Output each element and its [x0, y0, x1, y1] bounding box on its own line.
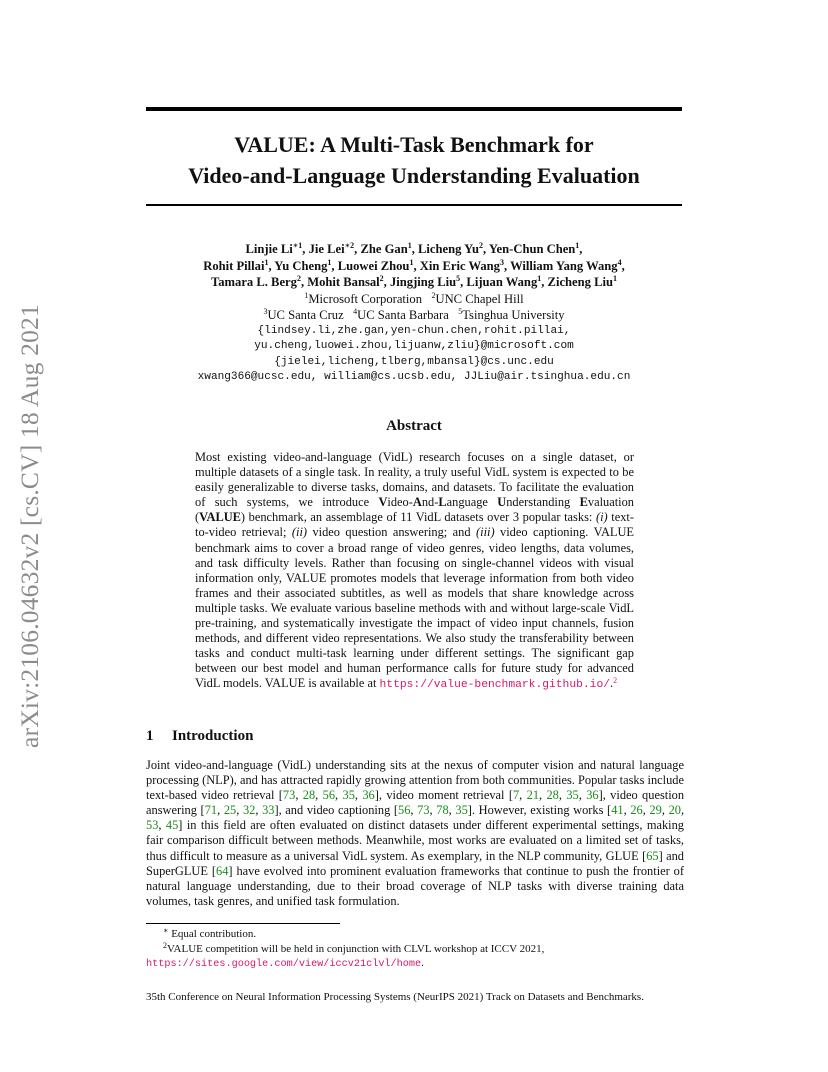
intro-text: ], video moment retrieval [ — [374, 788, 513, 803]
intro-text: , — [539, 788, 547, 803]
task-numeral: (i) — [595, 510, 608, 525]
citation-link[interactable]: 73 — [282, 788, 296, 803]
author-name: Yen-Chun Chen — [488, 242, 576, 256]
affiliation-mark: 1 — [612, 274, 617, 283]
separator: , — [503, 258, 511, 273]
email-line: {lindsey.li,zhe.gan,yen-chun.chen,rohit.pillai, — [257, 324, 571, 337]
citation-link[interactable]: 28 — [302, 788, 316, 803]
author-name: Rohit Pillai — [203, 258, 265, 273]
affiliation-mark: 2 — [296, 274, 301, 283]
workshop-link[interactable]: https://sites.google.com/view/iccv21clvl/home — [146, 959, 422, 970]
acronym-initial: V — [378, 495, 388, 510]
separator: , — [621, 258, 625, 273]
citation-link[interactable]: 36 — [586, 788, 599, 803]
affiliation-mark: 1 — [575, 241, 580, 250]
intro-text: ] in this field are often evaluated on distinct datasets under different experimental settings, making fair comparison difficult between methods. Meanwhile, most works are evaluated on a limited set of tasks, thus difficult to measure as a universal VidL system. As exemplary, in the NLP community, GLUE [ — [146, 818, 684, 863]
affiliation-mark: 2 — [379, 274, 384, 283]
citation-link[interactable]: 36 — [362, 788, 375, 803]
acronym-word: anguage — [446, 495, 498, 510]
author-name: Zicheng Liu — [547, 275, 613, 289]
affiliation-mark: 3 — [263, 307, 268, 316]
affiliation-mark: ∗1 — [292, 241, 303, 250]
intro-text: , — [448, 803, 456, 818]
section-title: Introduction — [172, 728, 254, 744]
footnote-text: . — [421, 957, 424, 969]
email-line: yu.cheng,luowei.zhou,lijuanw,zliu}@microsoft.com — [254, 340, 574, 352]
acronym-initial: L — [438, 495, 447, 510]
intro-text: , — [642, 803, 650, 818]
abstract-body — [195, 450, 634, 694]
separator: , — [460, 275, 467, 289]
intro-text: , — [335, 788, 343, 803]
intro-text: , — [410, 803, 418, 818]
author-name: Lijuan Wang — [466, 275, 538, 289]
author-name: Xin Eric Wang — [419, 258, 500, 273]
citation-link[interactable]: 41 — [611, 803, 624, 818]
citation-link[interactable]: 71 — [204, 803, 218, 818]
citation-link[interactable]: 33 — [262, 803, 275, 818]
acronym-initial: U — [497, 495, 507, 510]
intro-text: , — [578, 788, 587, 803]
footnotes — [146, 927, 691, 973]
affiliation-mark: 1 — [327, 257, 332, 267]
affiliation-mark: 3 — [499, 257, 504, 267]
task-numeral: (iii) — [476, 525, 495, 540]
citation-link[interactable]: 26 — [630, 803, 643, 818]
intro-text: , — [315, 788, 323, 803]
intro-text: ], and video captioning [ — [274, 803, 399, 818]
email-line: xwang366@ucsc.edu, william@cs.ucsb.edu, JJLiu@air.tsinghua.edu.cn — [197, 371, 631, 383]
acronym-word: ideo- — [387, 495, 413, 510]
footnote-mark: 2 — [163, 940, 167, 950]
affiliation-name: Microsoft Corporation — [308, 291, 423, 306]
abstract-text: Most existing video-and-language (VidL) research focuses on a single dataset, or multiple datasets of a single task. In reality, a truly useful VidL system is expected to be easily generalizable to diverse tasks, domains, and datasets. To facilitate the evaluation of such systems, we introduce — [195, 450, 634, 510]
citation-link[interactable]: 56 — [398, 803, 411, 818]
author-name: Licheng Yu — [418, 242, 480, 256]
intro-text: , — [217, 803, 224, 818]
affiliation-name: UC Santa Barbara — [357, 308, 449, 322]
author-name: Yu Cheng — [274, 258, 328, 273]
separator: , — [268, 258, 275, 273]
benchmark-acronym: VALUE — [199, 510, 241, 525]
author-name: William Yang Wang — [510, 258, 618, 273]
citation-link[interactable]: 32 — [242, 803, 256, 818]
separator: , — [331, 258, 338, 273]
separator: , — [411, 242, 418, 256]
footnote-rule — [146, 923, 340, 924]
affiliation-line — [130, 291, 698, 308]
intro-text: Joint video-and-language (VidL) understanding sits at the nexus of computer vision and natural language processing (NLP), and has attracted rapidly growing attention from both communities. Popular tasks include text-based video retrieval [ — [146, 758, 684, 803]
separator: , — [483, 242, 489, 256]
separator: , — [541, 275, 548, 289]
abstract-heading: Abstract — [386, 418, 442, 434]
citation-link[interactable]: 35 — [455, 803, 468, 818]
title-top-rule — [146, 107, 682, 111]
author-line — [130, 274, 698, 291]
acronym-initial: E — [579, 495, 588, 510]
separator: , — [302, 242, 309, 256]
affiliation-line — [130, 307, 698, 324]
author-name: Jingjing Liu — [389, 275, 457, 289]
benchmark-link[interactable]: https://value-benchmark.github.io/ — [379, 679, 611, 692]
intro-text: , — [661, 803, 669, 818]
citation-link[interactable]: 29 — [649, 803, 662, 818]
author-block — [130, 241, 698, 386]
author-name: Linjie Li — [245, 242, 293, 256]
affiliation-name: UC Santa Cruz — [267, 308, 344, 322]
footnote-1 — [146, 927, 691, 942]
citation-link[interactable]: 56 — [322, 788, 336, 803]
affiliation-mark: 5 — [458, 307, 463, 316]
abstract-text: video captioning. VALUE benchmark aims to cover a broad range of video genres, video lengths, data volumes, and task difficulty levels. Rather than focusing on single-channel videos with visual information only, VALUE promotes models that leverage information from both video frames and their associated subtitles, as well as models that share knowledge across multiple tasks. We evaluate various baseline methods with and without large-scale VidL pre-training, and systematically investigate the impact of video input channels, fusion methods, and different video representations. We also study the transferability between tasks and conduct multi-task learning under different settings. The significant gap between our best model and human performance calls for future study for advanced VidL models. VALUE is available at — [195, 525, 634, 691]
email-line: {jielei,licheng,tlberg,mbansal}@cs.unc.edu — [274, 355, 554, 368]
intro-text: , — [158, 818, 166, 833]
author-line — [130, 241, 698, 258]
citation-link[interactable]: 35 — [566, 788, 579, 803]
author-name: Tamara L. Berg — [211, 275, 297, 289]
acronym-word: valuation ( — [195, 495, 634, 525]
author-name: Jie Lei — [308, 242, 345, 256]
intro-text: ] and SuperGLUE [ — [146, 848, 684, 878]
citation-link[interactable]: 45 — [165, 818, 179, 833]
title-bottom-rule — [146, 204, 682, 206]
affiliation-mark: 4 — [617, 257, 622, 267]
citation-link[interactable]: 64 — [216, 863, 229, 878]
citation-link[interactable]: 20 — [668, 803, 681, 818]
arxiv-watermark: arXiv:2106.04632v2 [cs.CV] 18 Aug 2021 — [15, 304, 44, 748]
intro-text: ], video question answering [ — [146, 788, 685, 818]
footnote-2 — [146, 942, 691, 973]
affiliation-mark: 1 — [264, 257, 269, 267]
conference-footer: 35th Conference on Neural Information Processing Systems (NeurIPS 2021) Track on Datasets and Benchmarks. — [146, 991, 644, 1003]
separator: , — [300, 275, 308, 289]
author-name: Luowei Zhou — [337, 258, 410, 273]
abstract-text: video question answering; and — [307, 525, 476, 540]
acronym-initial: A — [412, 495, 422, 510]
author-name: Mohit Bansal — [307, 275, 380, 289]
intro-text: , — [519, 788, 527, 803]
author-line — [130, 258, 698, 275]
citation-link[interactable]: 78 — [436, 803, 449, 818]
affiliation-mark: 1 — [304, 290, 309, 300]
intro-text: ] have evolved into prominent evaluation frameworks that continue to push the frontier of natural language understanding, due to their broad coverage of NLP tasks with diverse training data volumes, task genres, and unified task formulation. — [146, 863, 684, 908]
title-line-2: Video-and-Language Understanding Evaluation — [188, 163, 640, 188]
separator: , — [413, 258, 420, 273]
citation-link[interactable]: 25 — [223, 803, 237, 818]
intro-text: , — [354, 788, 363, 803]
section-number: 1 — [146, 728, 154, 744]
separator: , — [383, 275, 390, 289]
intro-text: , — [623, 803, 631, 818]
intro-text: , — [236, 803, 243, 818]
citation-link[interactable]: 53 — [146, 818, 159, 833]
citation-link[interactable]: 65 — [646, 848, 659, 863]
title-line-1: VALUE: A Multi-Task Benchmark for — [234, 132, 594, 157]
intro-text: , — [429, 803, 437, 818]
footnote-text: Equal contribution. — [168, 928, 257, 940]
footnote-mark: ∗ — [163, 926, 169, 935]
affiliation-name: UNC Chapel Hill — [435, 291, 524, 306]
affiliation-mark: 2 — [431, 290, 436, 300]
affiliation-mark: 1 — [407, 241, 412, 250]
affiliation-mark: 5 — [456, 274, 461, 283]
citation-link[interactable]: 73 — [417, 803, 430, 818]
intro-text: , — [255, 803, 263, 818]
affiliation-mark: 2 — [479, 241, 484, 250]
citation-link[interactable]: 21 — [526, 788, 540, 803]
acronym-word: nd- — [421, 495, 439, 510]
affiliation-name: Tsinghua University — [462, 308, 565, 322]
affiliation-mark: 4 — [353, 307, 358, 316]
separator: , — [354, 242, 361, 256]
abstract-text: ) benchmark, an assemblage of 11 VidL datasets over 3 popular tasks: — [240, 510, 596, 525]
affiliation-mark: ∗2 — [344, 241, 355, 250]
abstract-text: . — [610, 676, 614, 691]
task-numeral: (ii) — [291, 525, 308, 540]
author-name: Zhe Gan — [360, 242, 408, 256]
introduction-paragraph — [146, 758, 684, 909]
acronym-word: nderstanding — [506, 495, 580, 510]
paper-title — [120, 129, 708, 191]
section-heading-introduction — [146, 728, 253, 745]
affiliation-mark: 1 — [409, 257, 414, 267]
intro-text: , — [558, 788, 567, 803]
footnote-ref[interactable]: 2 — [613, 676, 618, 686]
citation-link[interactable]: 28 — [546, 788, 559, 803]
intro-text: , — [295, 788, 303, 803]
separator: , — [579, 242, 583, 256]
affiliation-mark: 1 — [537, 274, 542, 283]
intro-text: ]. However, existing works [ — [467, 803, 612, 818]
footnote-text: VALUE competition will be held in conjunction with CLVL workshop at ICCV 2021, — [167, 942, 545, 955]
citation-link[interactable]: 7 — [512, 788, 520, 803]
intro-text: , — [680, 803, 685, 818]
abstract-text: text-to-video retrieval; — [195, 510, 635, 540]
citation-link[interactable]: 35 — [342, 788, 355, 803]
